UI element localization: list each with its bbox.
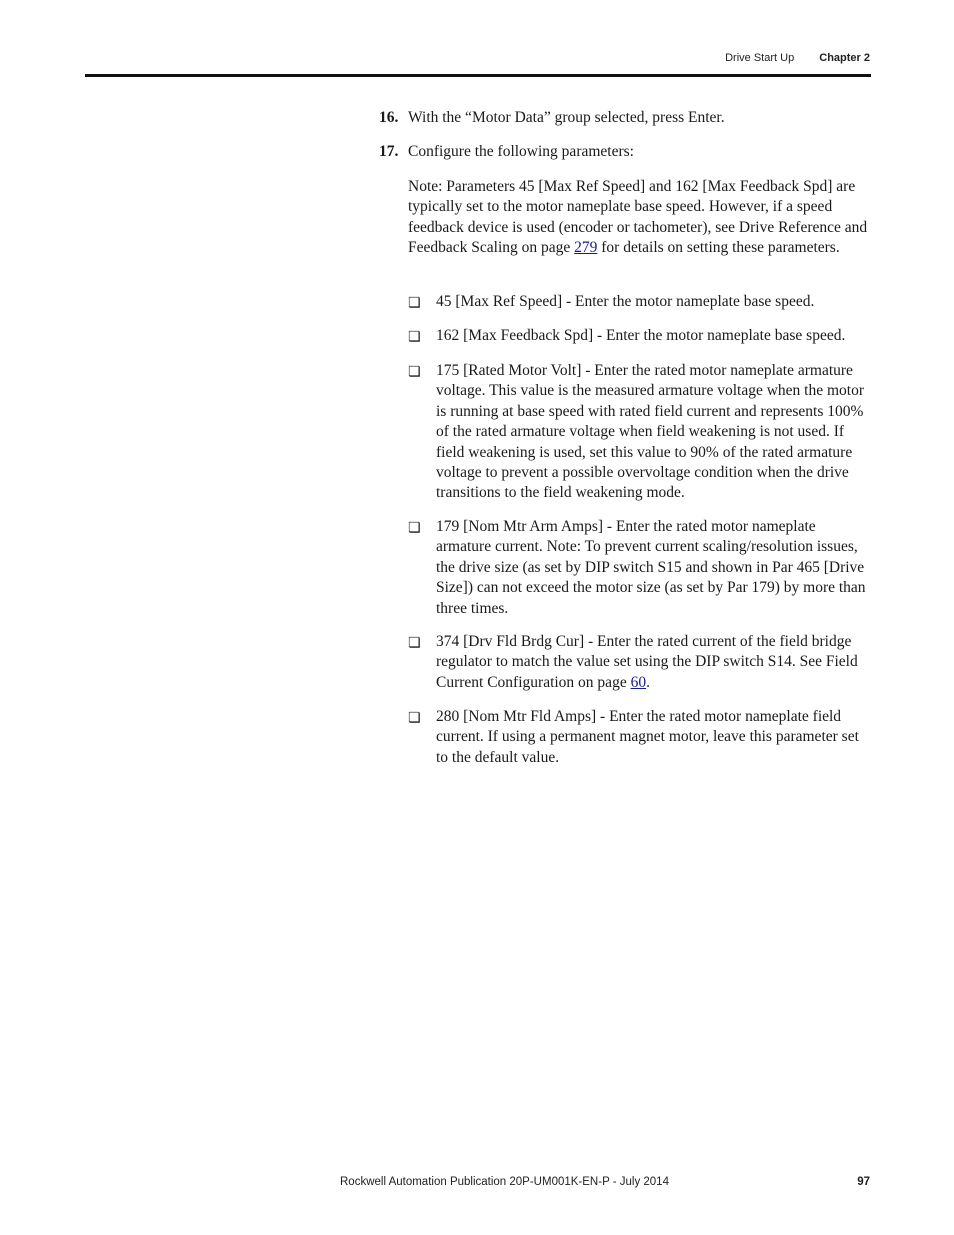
header-rule bbox=[85, 74, 871, 77]
checkbox-icon: ❏ bbox=[408, 364, 421, 380]
checklist-item bbox=[408, 361, 873, 504]
checklist-item bbox=[408, 517, 873, 619]
footer-publication: Rockwell Automation Publication 20P-UM001K-EN-P - July 2014 bbox=[340, 1176, 669, 1188]
item-text-end: . bbox=[646, 673, 650, 691]
item-text: 179 [Nom Mtr Arm Amps] - Enter the rated motor nameplate armature current. Note: To prevent current scaling/resolution issues, the drive size (as set by DIP switch S15 and shown in Par 465 [Drive Size]) can not exceed the motor size (as set by Par 179) by more than three times. bbox=[436, 518, 866, 617]
item-text: 374 [Drv Fld Brdg Cur] - Enter the rated current of the field bridge regulator to match the value set using the DIP switch S14. See Field Current Configuration on page bbox=[436, 633, 858, 691]
item-text-wrap bbox=[436, 632, 873, 693]
checkbox-icon: ❏ bbox=[408, 329, 421, 345]
item-text: 175 [Rated Motor Volt] - Enter the rated motor nameplate armature voltage. This value is the measured armature voltage when the motor is running at base speed with rated field current and represents 100% of the rated armature voltage when field weakening is not used. If field weakening is used, set this value to 90% of the rated armature voltage to prevent a possible overvoltage condition when the drive transitions to the field weakening mode. bbox=[436, 362, 864, 502]
item-text: 280 [Nom Mtr Fld Amps] - Enter the rated motor nameplate field current. If using a permanent magnet motor, leave this parameter set to the default value. bbox=[436, 708, 859, 766]
checklist-item bbox=[408, 707, 873, 768]
page-number: 97 bbox=[857, 1176, 870, 1188]
step-number: 16. bbox=[379, 109, 399, 126]
checklist-item bbox=[408, 326, 873, 346]
checkbox-icon: ❏ bbox=[408, 635, 421, 651]
checkbox-icon: ❏ bbox=[408, 710, 421, 726]
page-link-60[interactable]: 60 bbox=[630, 673, 647, 691]
chapter-label: Chapter 2 bbox=[819, 52, 870, 64]
section-title: Drive Start Up bbox=[725, 52, 795, 64]
step-16 bbox=[379, 108, 871, 128]
note-text: Note: Parameters 45 [Max Ref Speed] and 162 [Max Feedback Spd] are typically set to the motor nameplate base speed. However, if a speed feedback device is used (encoder or tachometer), see Drive Reference and Feedback Scaling on page bbox=[408, 178, 868, 257]
step-text: With the “Motor Data” group selected, press Enter. bbox=[408, 109, 725, 126]
step-number: 17. bbox=[379, 143, 399, 160]
checklist-item bbox=[408, 632, 873, 693]
checklist-item bbox=[408, 292, 873, 312]
step-17 bbox=[379, 142, 871, 162]
item-text: 162 [Max Feedback Spd] - Enter the motor nameplate base speed. bbox=[436, 327, 846, 344]
page-link-279[interactable]: 279 bbox=[574, 239, 598, 257]
running-header bbox=[725, 52, 870, 64]
step-text: Configure the following parameters: bbox=[408, 143, 634, 160]
parameter-note bbox=[408, 177, 873, 259]
checkbox-icon: ❏ bbox=[408, 295, 421, 311]
note-text-end: for details on setting these parameters. bbox=[597, 239, 840, 257]
item-text: 45 [Max Ref Speed] - Enter the motor nameplate base speed. bbox=[436, 293, 815, 310]
checkbox-icon: ❏ bbox=[408, 520, 421, 536]
